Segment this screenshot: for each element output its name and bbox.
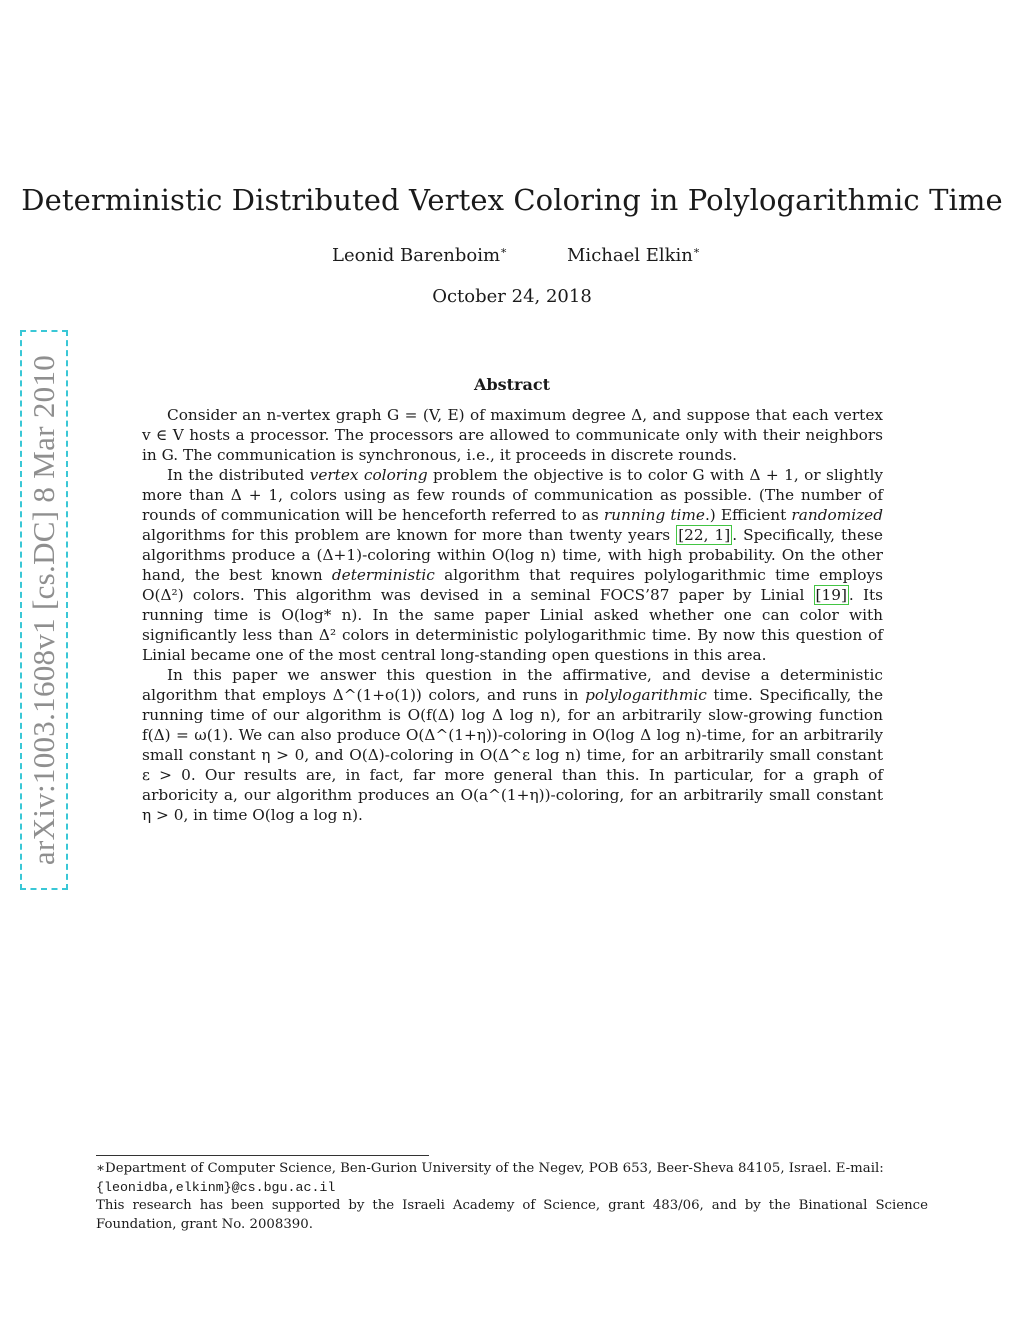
footnote-mark: ∗ xyxy=(500,244,508,257)
author-emails: {leonidba,elkinm}@cs.bgu.ac.il xyxy=(96,1179,336,1195)
abstract-heading: Abstract xyxy=(474,375,550,394)
abstract-body xyxy=(142,405,883,825)
footnotes xyxy=(96,1160,928,1234)
author-name: Michael Elkin xyxy=(567,245,693,266)
citation-link[interactable]: [19] xyxy=(815,586,847,604)
citation-link[interactable]: [22, 1] xyxy=(678,526,731,544)
abstract-paragraph: In this paper we answer this question in the affirmative, and devise a deterministic algorithm that employs Δ^(1+o(1)) colors, and runs in polylogarithmic time. Specifically, the running time of our algorithm is O(f(Δ) log Δ log n), for an arbitrarily slow-growing function f(Δ) = ω(1). We can also produce O(Δ^(1+η))-coloring in O(log Δ log n)-time, for an arbitrarily small constant η > 0, and O(Δ)-coloring in O(Δ^ε log n) time, for an arbitrarily small constant ε > 0. Our results are, in fact, far more general than this. In particular, for a graph of arboricity a, our algorithm produces an O(a^(1+η))-coloring, for an arbitrarily small constant η > 0, in time O(log a log n). xyxy=(142,666,883,824)
arxiv-identifier-text: arXiv:1003.1608v1 [cs.DC] 8 Mar 2010 xyxy=(26,354,61,866)
footnote-affiliation: ∗Department of Computer Science, Ben-Gurion University of the Negev, POB 653, Beer-Sheva 84105, Israel. E-mail: {leonidba,elkinm}@cs.bgu.ac.il xyxy=(96,1161,884,1195)
arxiv-identifier-stamp xyxy=(20,330,68,890)
footnote-mark: ∗ xyxy=(692,244,701,257)
footnote-funding: This research has been supported by the Israeli Academy of Science, grant 483/06, and by the Binational Science Foundation, grant No. 2008390. xyxy=(96,1198,928,1232)
author xyxy=(567,245,700,266)
abstract-paragraph: Consider an n-vertex graph G = (V, E) of maximum degree Δ, and suppose that each vertex v ∈ V hosts a processor. The processors are allowed to communicate only with their neighbors in G. The communication is synchronous, i.e., it proceeds in discrete rounds. xyxy=(142,406,883,464)
footnote-divider xyxy=(96,1155,429,1156)
paper-title: Deterministic Distributed Vertex Coloring in Polylogarithmic Time xyxy=(21,183,1003,217)
author-name: Leonid Barenboim xyxy=(332,245,501,266)
paper-date: October 24, 2018 xyxy=(432,286,592,307)
abstract-paragraph: In the distributed vertex coloring problem the objective is to color G with Δ + 1, or slightly more than Δ + 1, colors using as few rounds of communication as possible. (The number of rounds of communication will be henceforth referred to as running time.) Efficient randomized algorithms for this problem are known for more than twenty years [22, 1] . Specifically, these algorithms produce a (Δ+1)-coloring within O(log n) time, with high probability. On the other hand, the best known deterministic algorithm that requires polylogarithmic time employs O(Δ²) colors. This algorithm was devised in a seminal FOCS’87 paper by Linial [19] . Its running time is O(log* n). In the same paper Linial asked whether one can color with significantly less than Δ² colors in deterministic polylogarithmic time. By now this question of Linial became one of the most central long-standing open questions in this area. xyxy=(142,466,884,664)
author xyxy=(332,245,507,266)
